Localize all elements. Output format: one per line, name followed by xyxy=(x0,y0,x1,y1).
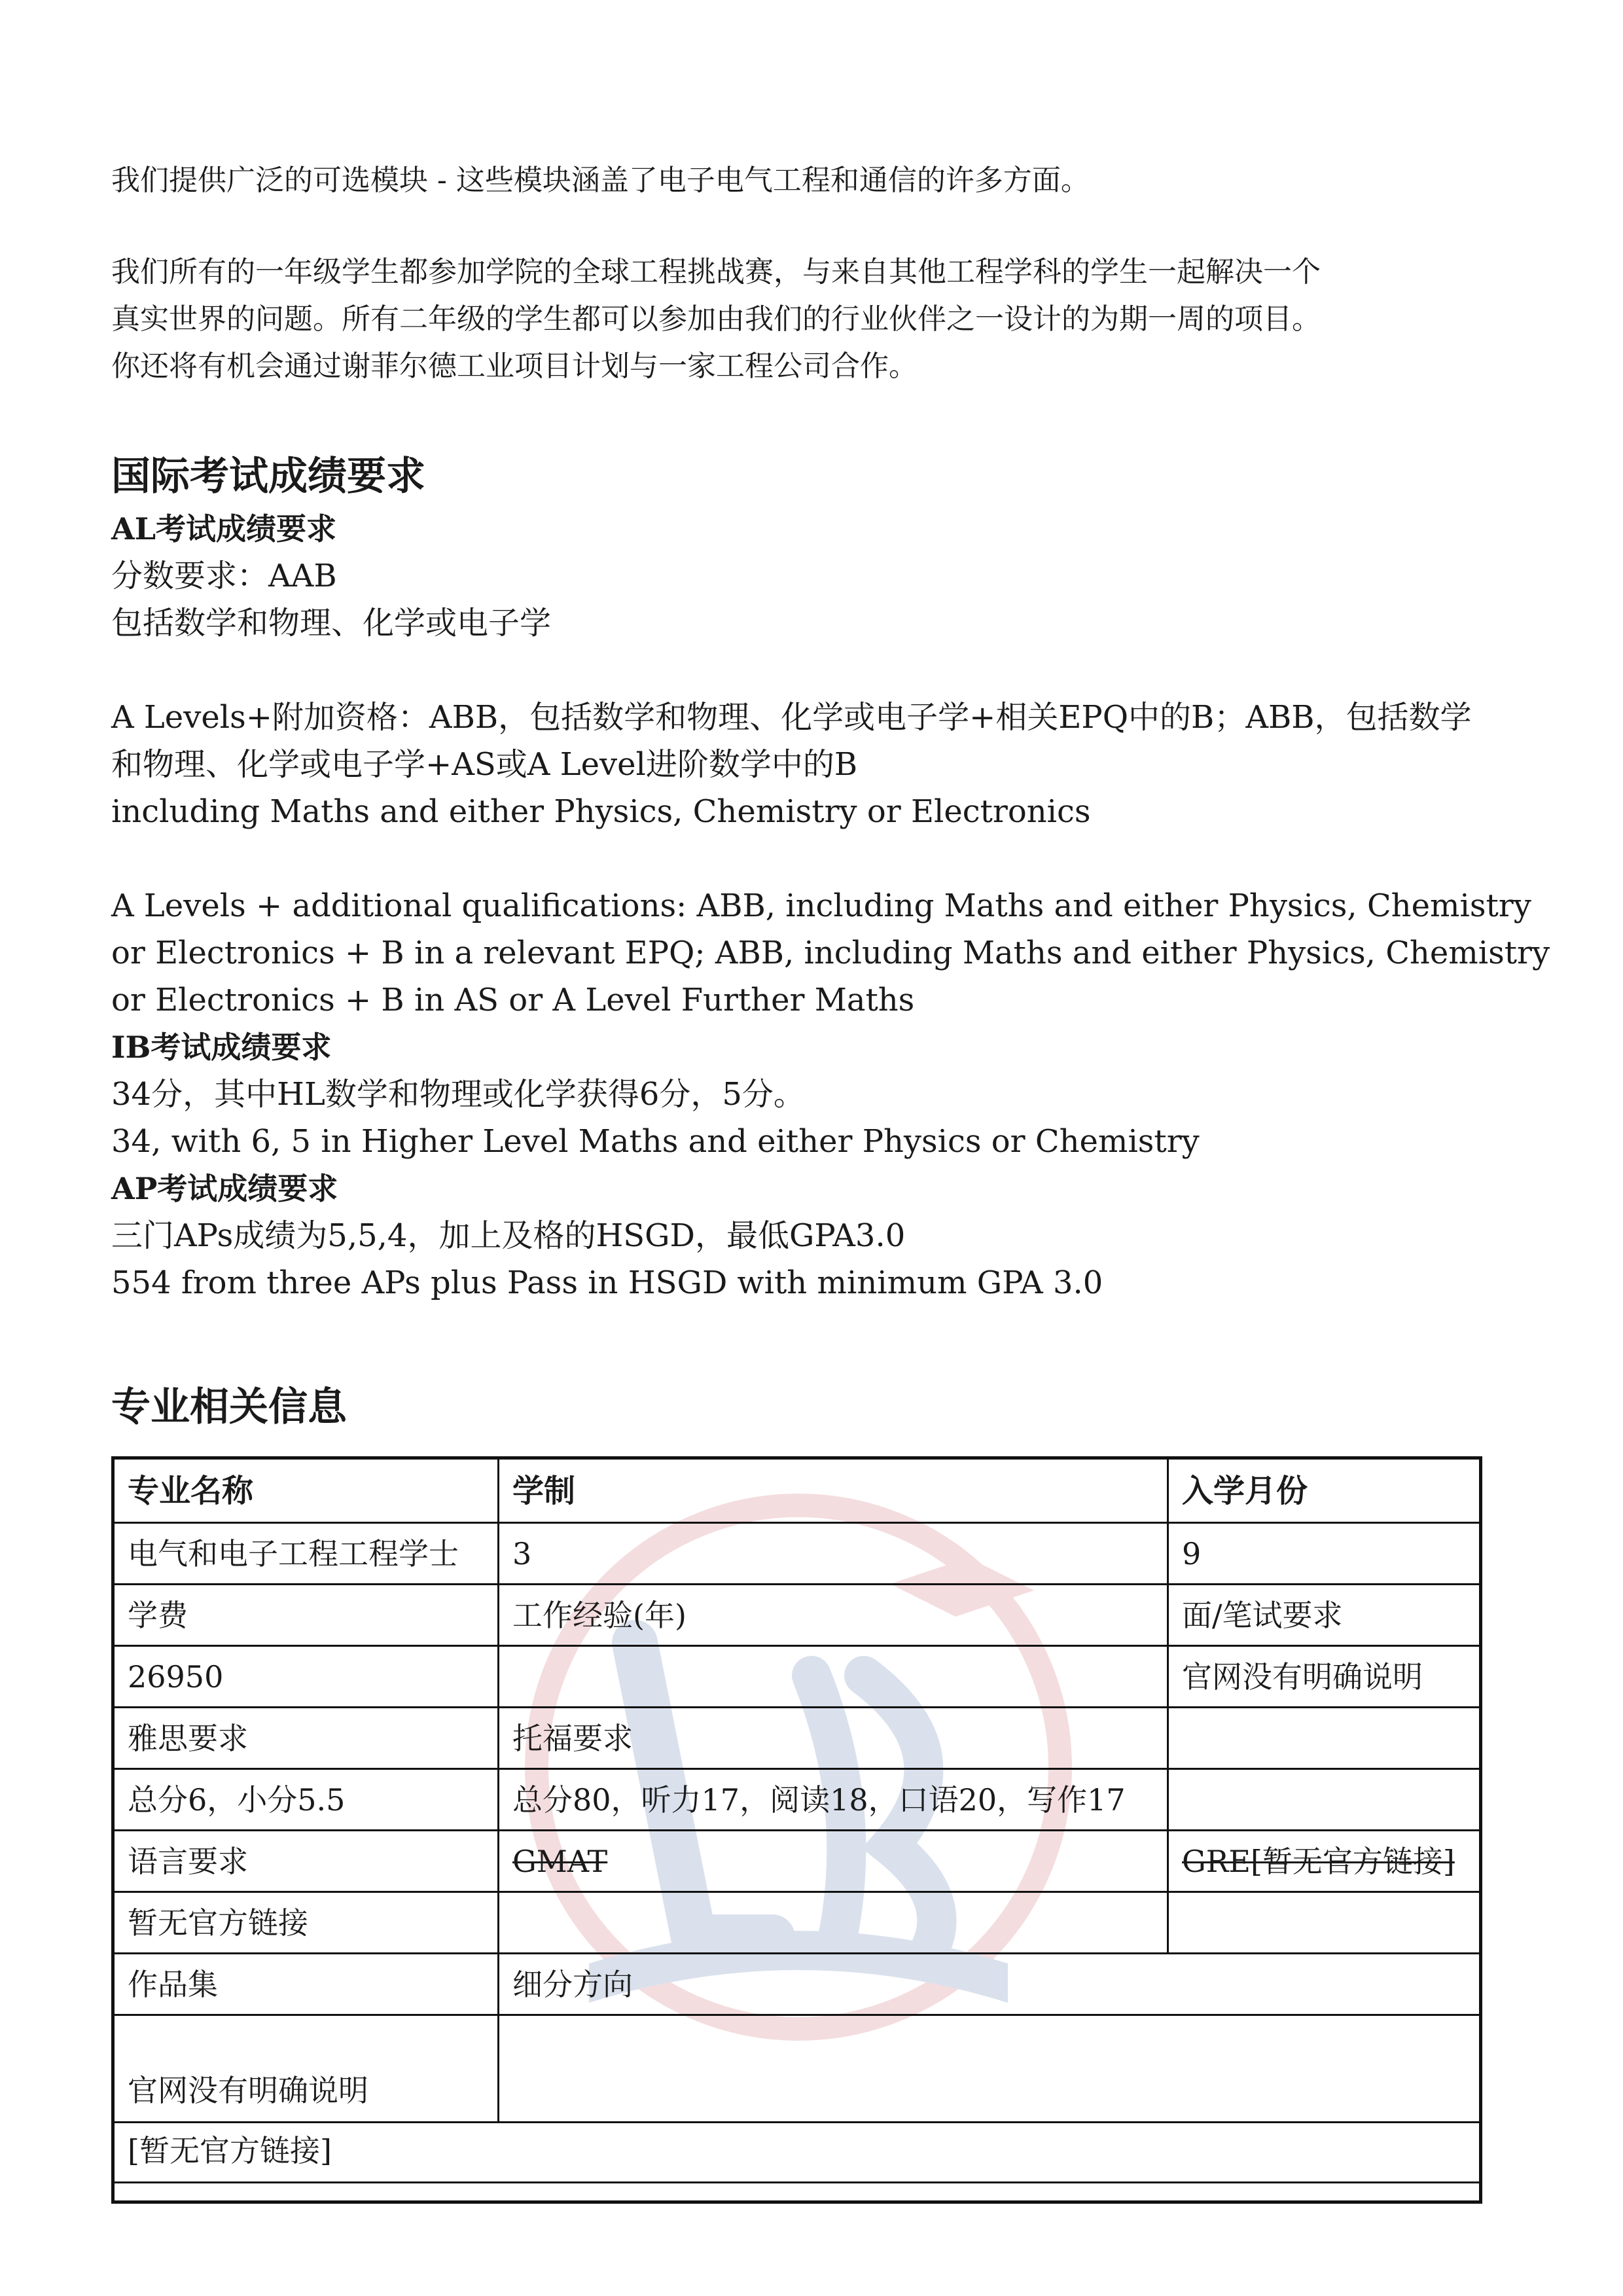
al-english-line-2: or Electronics + B in a relevant EPQ; ABB, including Maths and either Physics, Chemistry xyxy=(111,935,1550,971)
language-value: 暂无官方链接 xyxy=(128,1905,308,1941)
table-rule xyxy=(115,1645,1479,1647)
al-subjects-line: 包括数学和物理、化学或电子学 xyxy=(111,605,552,641)
gre-label: GRE[暂无官方链接] xyxy=(1182,1844,1455,1879)
ielts-value: 总分6，小分5.5 xyxy=(128,1782,346,1818)
interview-label: 面/笔试要求 xyxy=(1182,1598,1343,1633)
direction-label: 细分方向 xyxy=(512,1967,633,2002)
ib-heading: IB考试成绩要求 xyxy=(111,1030,332,1065)
program-info-table xyxy=(111,1456,1482,2204)
portfolio-value: 官网没有明确说明 xyxy=(128,2073,368,2108)
fee-label: 学费 xyxy=(128,1598,188,1633)
table-rule xyxy=(115,2121,1479,2123)
al-additional-line-2: 和物理、化学或电子学+AS或A Level进阶数学中的B xyxy=(111,746,858,783)
table-rule xyxy=(115,1522,1479,1524)
al-score-line: 分数要求：AAB xyxy=(111,558,337,594)
official-link-value: [暂无官方链接] xyxy=(128,2133,332,2168)
al-english-line-3: or Electronics + B in AS or A Level Further Maths xyxy=(111,982,915,1018)
requirements-heading: 国际考试成绩要求 xyxy=(111,454,425,499)
table-rule xyxy=(115,1583,1479,1585)
ap-heading: AP考试成绩要求 xyxy=(111,1171,338,1206)
intro-paragraph-2-line-2: 真实世界的问题。所有二年级的学生都可以参加由我们的行业伙伴之一设计的为期一周的项目。 xyxy=(111,302,1321,336)
ielts-label: 雅思要求 xyxy=(128,1721,248,1756)
table-rule xyxy=(115,1891,1479,1893)
al-additional-line-3: including Maths and either Physics, Chemistry or Electronics xyxy=(111,793,1091,830)
portfolio-label: 作品集 xyxy=(128,1967,218,2002)
interview-value: 官网没有明确说明 xyxy=(1182,1659,1423,1695)
table-rule xyxy=(115,2014,1479,2016)
work-experience-label: 工作经验(年) xyxy=(512,1598,687,1633)
table-rule xyxy=(115,1829,1479,1831)
program-heading: 专业相关信息 xyxy=(111,1384,347,1430)
intake-value: 9 xyxy=(1182,1536,1202,1571)
language-label: 语言要求 xyxy=(128,1844,248,1879)
table-rule xyxy=(115,2181,1479,2183)
duration-value: 3 xyxy=(512,1536,532,1571)
intro-paragraph-1: 我们提供广泛的可选模块 - 这些模块涵盖了电子电气工程和通信的许多方面。 xyxy=(111,164,1090,197)
program-name-value: 电气和电子工程工程学士 xyxy=(128,1536,459,1571)
header-intake: 入学月份 xyxy=(1182,1473,1308,1509)
ib-line-2: 34, with 6, 5 in Higher Level Maths and either Physics or Chemistry xyxy=(111,1123,1200,1160)
header-program-name: 专业名称 xyxy=(128,1473,254,1509)
al-heading: AL考试成绩要求 xyxy=(111,511,337,547)
gmat-label: GMAT xyxy=(512,1844,608,1879)
table-rule xyxy=(115,1706,1479,1708)
al-english-line-1: A Levels + additional qualifications: ABB, including Maths and either Physics, Chemistry xyxy=(111,888,1531,924)
al-additional-line-1: A Levels+附加资格：ABB，包括数学和物理、化学或电子学+相关EPQ中的B；ABB，包括数学 xyxy=(111,699,1472,736)
intro-paragraph-2-line-1: 我们所有的一年级学生都参加学院的全球工程挑战赛，与来自其他工程学科的学生一起解决一个 xyxy=(111,255,1321,289)
toefl-label: 托福要求 xyxy=(512,1721,633,1756)
header-duration: 学制 xyxy=(512,1473,576,1509)
ib-line-1: 34分，其中HL数学和物理或化学获得6分，5分。 xyxy=(111,1076,805,1113)
ap-line-1: 三门APs成绩为5,5,4，加上及格的HSGD，最低GPA3.0 xyxy=(111,1217,906,1254)
ap-line-2: 554 from three APs plus Pass in HSGD with minimum GPA 3.0 xyxy=(111,1265,1103,1301)
fee-value: 26950 xyxy=(128,1659,224,1695)
table-rule xyxy=(115,1952,1479,1954)
toefl-value: 总分80，听力17，阅读18，口语20，写作17 xyxy=(512,1782,1126,1818)
table-rule xyxy=(115,1768,1479,1770)
intro-paragraph-2-line-3: 你还将有机会通过谢菲尔德工业项目计划与一家工程公司合作。 xyxy=(111,350,918,383)
